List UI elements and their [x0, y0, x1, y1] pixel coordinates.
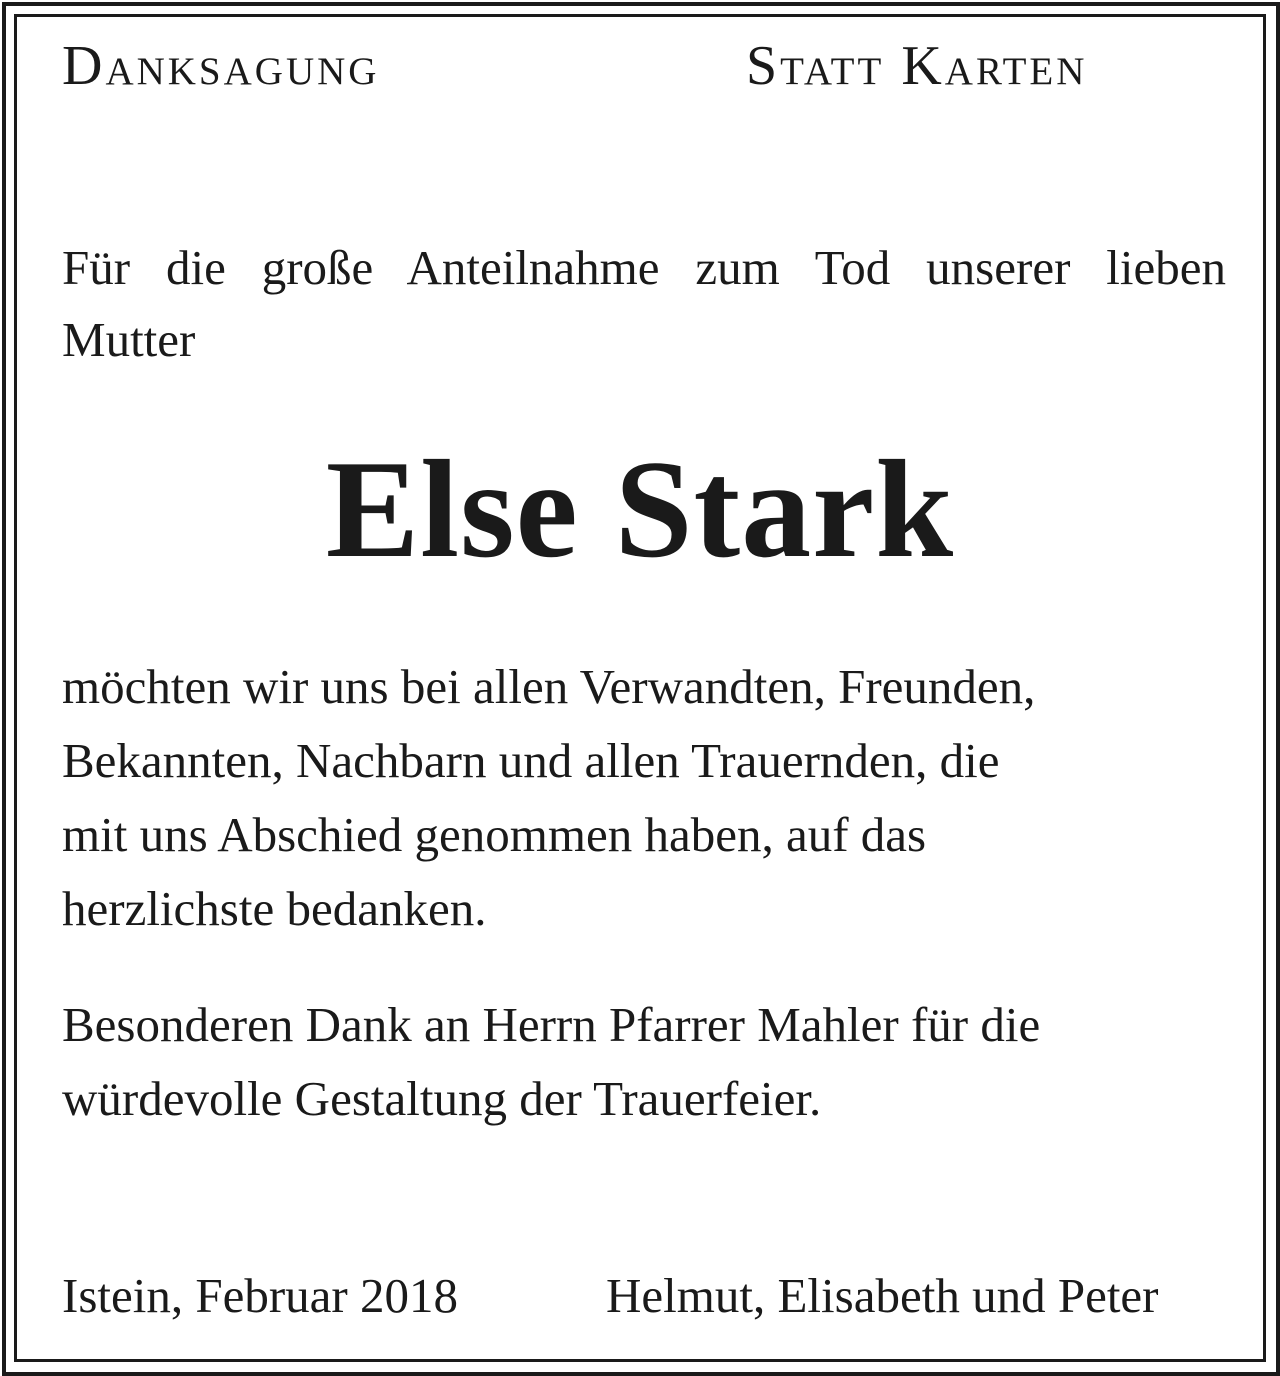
intro-text: Für die große Anteilnahme zum Tod unserer lieben Mutter [62, 240, 1226, 367]
place-date: Istein, Februar 2018 [62, 1268, 458, 1323]
body-line: mit uns Abschied genommen haben, auf das [62, 807, 927, 862]
thanks-body [62, 650, 1232, 946]
body-line: Bekannten, Nachbarn und allen Trauernden, die [62, 733, 1000, 788]
body-line: herzlichste bedanken. [62, 881, 487, 936]
body-line: möchten wir uns bei allen Verwandten, Freunden, [62, 659, 1036, 714]
thanks-line: Besonderen Dank an Herrn Pfarrer Mahler für die [62, 997, 1041, 1052]
header-note: Statt Karten [746, 35, 1088, 97]
special-thanks [62, 988, 1232, 1136]
thanks-line: würdevolle Gestaltung der Trauerfeier. [62, 1071, 822, 1126]
deceased-name: Else Stark [325, 432, 955, 587]
header-title: Danksagung [62, 35, 380, 97]
signatories: Helmut, Elisabeth und Peter [606, 1268, 1159, 1323]
